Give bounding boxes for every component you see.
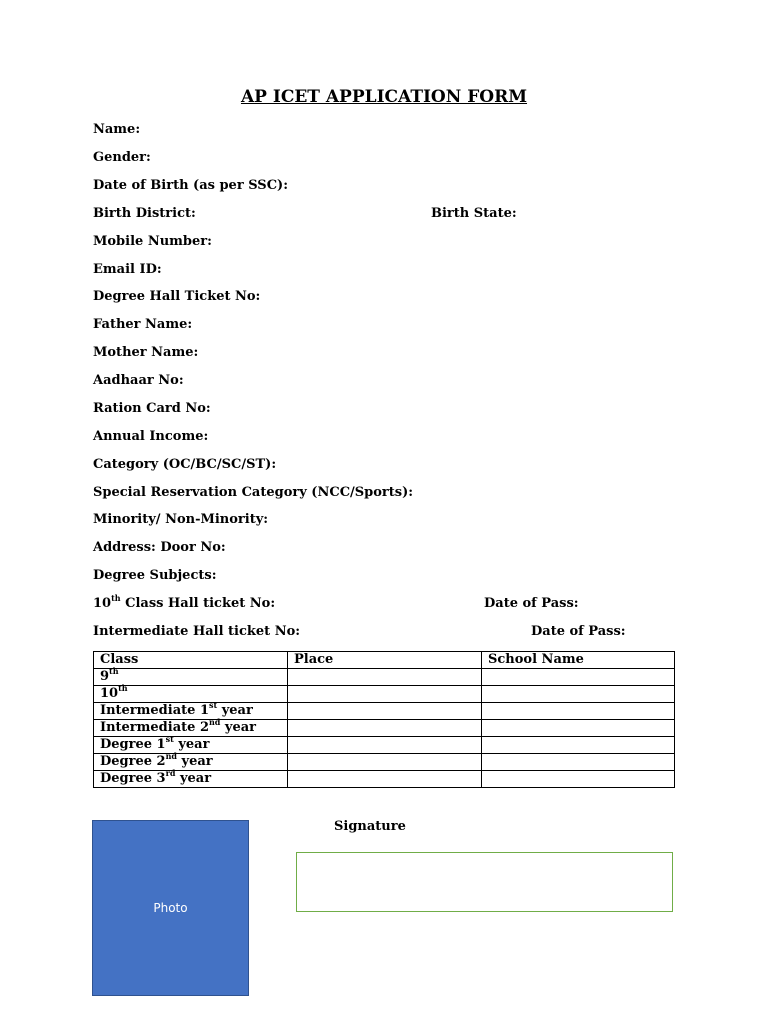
school-name-cell[interactable] bbox=[482, 737, 675, 754]
father-name-label: Father Name: bbox=[93, 317, 193, 332]
place-cell[interactable] bbox=[288, 686, 482, 703]
place-column-header: Place bbox=[288, 652, 482, 669]
place-cell[interactable] bbox=[288, 669, 482, 686]
address-label: Address: Door No: bbox=[93, 540, 226, 555]
class-cell: Degree 2nd year bbox=[94, 754, 288, 771]
email-label: Email ID: bbox=[93, 262, 162, 277]
birth-state-label: Birth State: bbox=[431, 206, 517, 221]
form-title: AP ICET APPLICATION FORM bbox=[240, 87, 528, 107]
photo-label: Photo bbox=[153, 901, 188, 915]
place-cell[interactable] bbox=[288, 771, 482, 788]
class-cell: Degree 3rd year bbox=[94, 771, 288, 788]
table-row bbox=[94, 686, 675, 703]
name-label: Name: bbox=[93, 122, 141, 137]
class-cell: Intermediate 1st year bbox=[94, 703, 288, 720]
place-cell[interactable] bbox=[288, 754, 482, 771]
school-name-cell[interactable] bbox=[482, 669, 675, 686]
birth-district-label: Birth District: bbox=[93, 206, 196, 221]
school-name-cell[interactable] bbox=[482, 703, 675, 720]
tenth-date-of-pass-label: Date of Pass: bbox=[484, 596, 579, 611]
table-header-row bbox=[94, 652, 675, 669]
minority-label: Minority/ Non-Minority: bbox=[93, 512, 269, 527]
education-table bbox=[93, 651, 675, 788]
school-name-cell[interactable] bbox=[482, 720, 675, 737]
table-row bbox=[94, 720, 675, 737]
tenth-hall-ticket-label: 10th Class Hall ticket No: bbox=[93, 592, 276, 611]
table-row bbox=[94, 771, 675, 788]
gender-label: Gender: bbox=[93, 150, 151, 165]
degree-hall-ticket-label: Degree Hall Ticket No: bbox=[93, 289, 261, 304]
place-cell[interactable] bbox=[288, 737, 482, 754]
place-cell[interactable] bbox=[288, 703, 482, 720]
table-row bbox=[94, 703, 675, 720]
class-cell: 9th bbox=[94, 669, 288, 686]
inter-date-of-pass-label: Date of Pass: bbox=[531, 624, 626, 639]
school-name-cell[interactable] bbox=[482, 754, 675, 771]
class-cell: Intermediate 2nd year bbox=[94, 720, 288, 737]
school-name-column-header: School Name bbox=[482, 652, 675, 669]
signature-box[interactable] bbox=[296, 852, 673, 912]
class-cell: 10th bbox=[94, 686, 288, 703]
school-name-cell[interactable] bbox=[482, 771, 675, 788]
table-row bbox=[94, 754, 675, 771]
aadhaar-label: Aadhaar No: bbox=[93, 373, 184, 388]
place-cell[interactable] bbox=[288, 720, 482, 737]
signature-label: Signature bbox=[334, 819, 406, 834]
class-cell: Degree 1st year bbox=[94, 737, 288, 754]
table-row bbox=[94, 669, 675, 686]
category-label: Category (OC/BC/SC/ST): bbox=[93, 457, 277, 472]
class-column-header: Class bbox=[94, 652, 288, 669]
photo-box[interactable] bbox=[92, 820, 249, 996]
annual-income-label: Annual Income: bbox=[93, 429, 209, 444]
special-reservation-label: Special Reservation Category (NCC/Sports): bbox=[93, 485, 414, 500]
school-name-cell[interactable] bbox=[482, 686, 675, 703]
ration-card-label: Ration Card No: bbox=[93, 401, 211, 416]
dob-label: Date of Birth (as per SSC): bbox=[93, 178, 288, 193]
inter-hall-ticket-label: Intermediate Hall ticket No: bbox=[93, 624, 301, 639]
degree-subjects-label: Degree Subjects: bbox=[93, 568, 217, 583]
mobile-label: Mobile Number: bbox=[93, 234, 212, 249]
mother-name-label: Mother Name: bbox=[93, 345, 199, 360]
table-row bbox=[94, 737, 675, 754]
